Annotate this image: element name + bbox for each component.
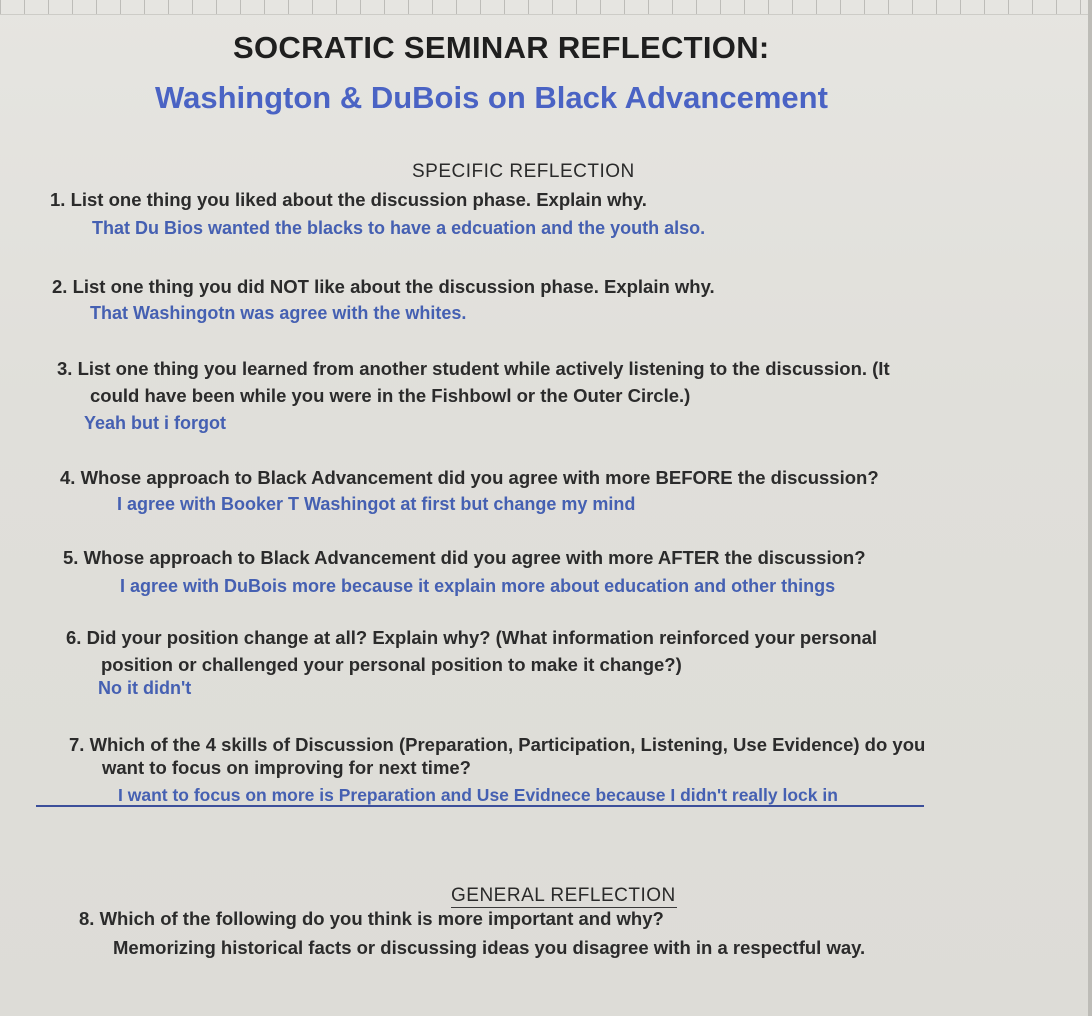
question-7-line-1: 7. Which of the 4 skills of Discussion (Preparation, Participation, Listening, Use Evidence) do you <box>69 734 926 755</box>
question-3-line-2: could have been while you were in the Fishbowl or the Outer Circle.) <box>90 385 691 406</box>
question-7-line-2: want to focus on improving for next time? <box>102 757 471 778</box>
question-1: 1. List one thing you liked about the discussion phase. Explain why. <box>50 189 647 210</box>
answer-4: I agree with Booker T Washingot at first but change my mind <box>117 494 636 514</box>
question-5: 5. Whose approach to Black Advancement did you agree with more AFTER the discussion? <box>63 547 866 568</box>
page-edge <box>1088 0 1092 1016</box>
question-6-line-1: 6. Did your position change at all? Explain why? (What information reinforced your personal <box>66 627 878 648</box>
answer-6: No it didn't <box>98 678 192 698</box>
question-2: 2. List one thing you did NOT like about the discussion phase. Explain why. <box>52 276 715 297</box>
ruler-strip <box>0 0 1092 15</box>
question-3-line-1: 3. List one thing you learned from another student while actively listening to the discussion. (It <box>57 358 890 379</box>
question-8-line-2: Memorizing historical facts or discussing ideas you disagree with in a respectful way. <box>113 937 866 958</box>
answer-3: Yeah but i forgot <box>84 413 226 433</box>
page-subtitle: Washington & DuBois on Black Advancement <box>155 80 828 115</box>
question-8-line-1: 8. Which of the following do you think is more important and why? <box>79 908 664 929</box>
specific-reflection-heading: SPECIFIC REFLECTION <box>412 161 635 182</box>
page-title: SOCRATIC SEMINAR REFLECTION: <box>233 30 770 65</box>
answer-5: I agree with DuBois more because it explain more about education and other things <box>120 576 836 596</box>
general-reflection-heading: GENERAL REFLECTION <box>451 885 676 906</box>
answer-7-underline <box>36 805 924 807</box>
answer-2: That Washingotn was agree with the whites. <box>90 303 467 323</box>
answer-7: I want to focus on more is Preparation and Use Evidnece because I didn't really lock in <box>118 785 838 805</box>
question-4: 4. Whose approach to Black Advancement did you agree with more BEFORE the discussion? <box>60 467 879 488</box>
answer-1: That Du Bios wanted the blacks to have a edcuation and the youth also. <box>92 218 706 238</box>
question-6-line-2: position or challenged your personal position to make it change?) <box>101 654 682 675</box>
